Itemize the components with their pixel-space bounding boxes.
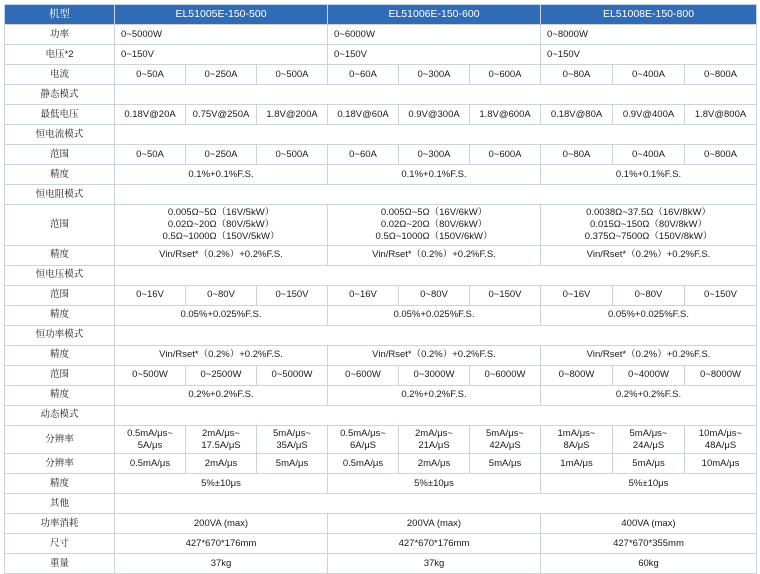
table-cell: 0~300A bbox=[399, 145, 470, 165]
row-label: 恒电流模式 bbox=[5, 125, 115, 145]
table-cell: 0~500A bbox=[257, 65, 328, 85]
table-cell: 0~60A bbox=[328, 145, 399, 165]
table-row bbox=[5, 405, 757, 425]
table-cell: Vin/Rset*（0.2%）+0.2%F.S. bbox=[328, 345, 541, 365]
table-cell: 10mA/μs~ 48A/μS bbox=[685, 425, 757, 454]
table-cell: 5mA/μs~ 24A/μS bbox=[613, 425, 685, 454]
table-cell: 5mA/μs~ 42A/μS bbox=[470, 425, 541, 454]
table-row bbox=[5, 45, 757, 65]
table-cell: 0~300A bbox=[399, 65, 470, 85]
table-cell: 0.05%+0.025%F.S. bbox=[115, 305, 328, 325]
table-cell: 0.05%+0.025%F.S. bbox=[328, 305, 541, 325]
table-cell: 0~80A bbox=[541, 145, 613, 165]
table-cell: 0~250A bbox=[186, 145, 257, 165]
row-label: 范围 bbox=[5, 285, 115, 305]
table-cell: 5mA/μs bbox=[470, 454, 541, 474]
table-cell: 0.05%+0.025%F.S. bbox=[541, 305, 757, 325]
table-row bbox=[5, 534, 757, 554]
table-row bbox=[5, 65, 757, 85]
table-cell: 0~16V bbox=[541, 285, 613, 305]
table-cell: 0.2%+0.2%F.S. bbox=[328, 385, 541, 405]
table-cell: 0.5mA/μs~ 5A/μs bbox=[115, 425, 186, 454]
table-cell: 0~2500W bbox=[186, 365, 257, 385]
table-row bbox=[5, 285, 757, 305]
section-spacer bbox=[115, 325, 757, 345]
table-cell: 5mA/μs~ 35A/μS bbox=[257, 425, 328, 454]
table-cell: Vin/Rset*（0.2%）+0.2%F.S. bbox=[115, 245, 328, 265]
table-cell: 0.1%+0.1%F.S. bbox=[328, 165, 541, 185]
table-cell: 0~150V bbox=[257, 285, 328, 305]
table-row bbox=[5, 425, 757, 454]
table-cell: 0.18V@20A bbox=[115, 105, 186, 125]
table-row bbox=[5, 145, 757, 165]
specification-table bbox=[4, 4, 757, 574]
table-cell: 0.0038Ω~37.5Ω（16V/8kW） 0.015Ω~150Ω（80V/8kW） 0.375Ω~7500Ω（150V/8kW） bbox=[541, 205, 757, 246]
table-cell: 0~50A bbox=[115, 145, 186, 165]
table-row bbox=[5, 265, 757, 285]
table-row bbox=[5, 385, 757, 405]
table-cell: 0~800W bbox=[541, 365, 613, 385]
row-label: 尺寸 bbox=[5, 534, 115, 554]
table-row bbox=[5, 165, 757, 185]
row-label: 分辨率 bbox=[5, 425, 115, 454]
row-label: 分辨率 bbox=[5, 454, 115, 474]
table-cell: 0~400A bbox=[613, 65, 685, 85]
row-label: 功率 bbox=[5, 25, 115, 45]
table-cell: 5%±10μs bbox=[541, 474, 757, 494]
row-label: 精度 bbox=[5, 474, 115, 494]
table-cell: 0.1%+0.1%F.S. bbox=[541, 165, 757, 185]
section-spacer bbox=[115, 494, 757, 514]
table-cell: 1.8V@600A bbox=[470, 105, 541, 125]
table-cell: 200VA (max) bbox=[328, 514, 541, 534]
table-cell: 0~80A bbox=[541, 65, 613, 85]
row-label: 恒电阻模式 bbox=[5, 185, 115, 205]
table-cell: 0.5mA/μs bbox=[115, 454, 186, 474]
table-cell: 0~600A bbox=[470, 145, 541, 165]
table-cell: 0.5mA/μs bbox=[328, 454, 399, 474]
table-cell: 1.8V@200A bbox=[257, 105, 328, 125]
table-cell: 0~150V bbox=[328, 45, 541, 65]
table-cell: 0~5000W bbox=[115, 25, 328, 45]
table-row bbox=[5, 325, 757, 345]
table-cell: 1mA/μs bbox=[541, 454, 613, 474]
table-cell: 0~600W bbox=[328, 365, 399, 385]
table-cell: 37kg bbox=[328, 554, 541, 574]
table-cell: 0~400A bbox=[613, 145, 685, 165]
row-label: 电流 bbox=[5, 65, 115, 85]
row-label: 功率消耗 bbox=[5, 514, 115, 534]
table-cell: 0.005Ω~5Ω（16V/6kW） 0.02Ω~20Ω（80V/6kW） 0.5Ω~1000Ω（150V/6kW） bbox=[328, 205, 541, 246]
table-row bbox=[5, 245, 757, 265]
row-label: 最低电压 bbox=[5, 105, 115, 125]
section-spacer bbox=[115, 185, 757, 205]
section-spacer bbox=[115, 125, 757, 145]
table-row bbox=[5, 205, 757, 246]
table-cell: 0~150V bbox=[685, 285, 757, 305]
table-cell: Vin/Rset*（0.2%）+0.2%F.S. bbox=[541, 245, 757, 265]
table-row bbox=[5, 185, 757, 205]
table-cell: 0~3000W bbox=[399, 365, 470, 385]
header-model-1: EL51005E-150-500 bbox=[115, 5, 328, 25]
table-cell: 0~500A bbox=[257, 145, 328, 165]
row-label: 精度 bbox=[5, 385, 115, 405]
header-model-2: EL51006E-150-600 bbox=[328, 5, 541, 25]
table-row bbox=[5, 85, 757, 105]
table-cell: Vin/Rset*（0.2%）+0.2%F.S. bbox=[115, 345, 328, 365]
table-cell: 2mA/μs~ 21A/μS bbox=[399, 425, 470, 454]
row-label: 范围 bbox=[5, 205, 115, 246]
table-cell: 0~5000W bbox=[257, 365, 328, 385]
table-cell: Vin/Rset*（0.2%）+0.2%F.S. bbox=[541, 345, 757, 365]
table-cell: 0~80V bbox=[399, 285, 470, 305]
table-cell: 5%±10μs bbox=[328, 474, 541, 494]
table-cell: 0~150V bbox=[541, 45, 757, 65]
table-cell: 0~250A bbox=[186, 65, 257, 85]
row-label: 恒电压模式 bbox=[5, 265, 115, 285]
row-label: 精度 bbox=[5, 165, 115, 185]
table-cell: 0.1%+0.1%F.S. bbox=[115, 165, 328, 185]
table-cell: 0~16V bbox=[115, 285, 186, 305]
header-model: 机型 bbox=[5, 5, 115, 25]
row-label: 恒功率模式 bbox=[5, 325, 115, 345]
table-cell: 427*670*355mm bbox=[541, 534, 757, 554]
table-cell: 0~800A bbox=[685, 145, 757, 165]
header-model-3: EL51008E-150-800 bbox=[541, 5, 757, 25]
table-cell: 0.005Ω~5Ω（16V/5kW） 0.02Ω~20Ω（80V/5kW） 0.5Ω~1000Ω（150V/5kW） bbox=[115, 205, 328, 246]
table-row bbox=[5, 474, 757, 494]
table-cell: 0.75V@250A bbox=[186, 105, 257, 125]
table-cell: 10mA/μs bbox=[685, 454, 757, 474]
table-row bbox=[5, 105, 757, 125]
table-cell: 0~60A bbox=[328, 65, 399, 85]
row-label: 精度 bbox=[5, 305, 115, 325]
table-cell: 0~600A bbox=[470, 65, 541, 85]
table-cell: 5%±10μs bbox=[115, 474, 328, 494]
row-label: 精度 bbox=[5, 245, 115, 265]
table-cell: 0~6000W bbox=[470, 365, 541, 385]
table-cell: 0~8000W bbox=[541, 25, 757, 45]
table-cell: 427*670*176mm bbox=[328, 534, 541, 554]
table-cell: 0~80V bbox=[186, 285, 257, 305]
table-row bbox=[5, 25, 757, 45]
table-cell: 0.18V@60A bbox=[328, 105, 399, 125]
table-cell: 1.8V@800A bbox=[685, 105, 757, 125]
row-label: 重量 bbox=[5, 554, 115, 574]
table-cell: 0~6000W bbox=[328, 25, 541, 45]
table-row bbox=[5, 345, 757, 365]
table-cell: 400VA (max) bbox=[541, 514, 757, 534]
table-cell: 0~8000W bbox=[685, 365, 757, 385]
table-cell: 0~50A bbox=[115, 65, 186, 85]
table-cell: 0.18V@80A bbox=[541, 105, 613, 125]
table-cell: 427*670*176mm bbox=[115, 534, 328, 554]
table-cell: 5mA/μs bbox=[613, 454, 685, 474]
section-spacer bbox=[115, 405, 757, 425]
table-cell: 2mA/μs~ 17.5A/μS bbox=[186, 425, 257, 454]
row-label: 静态模式 bbox=[5, 85, 115, 105]
table-row bbox=[5, 125, 757, 145]
table-cell: 0~800A bbox=[685, 65, 757, 85]
table-cell: 60kg bbox=[541, 554, 757, 574]
table-cell: 200VA (max) bbox=[115, 514, 328, 534]
table-cell: 37kg bbox=[115, 554, 328, 574]
table-cell: 0.9V@400A bbox=[613, 105, 685, 125]
table-cell: 2mA/μs bbox=[186, 454, 257, 474]
table-cell: 0~16V bbox=[328, 285, 399, 305]
table-cell: 0~150V bbox=[470, 285, 541, 305]
table-row bbox=[5, 305, 757, 325]
table-cell: 0.2%+0.2%F.S. bbox=[541, 385, 757, 405]
table-cell: 0~150V bbox=[115, 45, 328, 65]
table-row bbox=[5, 554, 757, 574]
table-row bbox=[5, 514, 757, 534]
section-spacer bbox=[115, 265, 757, 285]
table-row bbox=[5, 365, 757, 385]
table-cell: 0.9V@300A bbox=[399, 105, 470, 125]
table-row bbox=[5, 454, 757, 474]
table-header-row bbox=[5, 5, 757, 25]
row-label: 其他 bbox=[5, 494, 115, 514]
table-cell: 5mA/μs bbox=[257, 454, 328, 474]
table-row bbox=[5, 494, 757, 514]
table-body bbox=[5, 25, 757, 574]
table-cell: 0~500W bbox=[115, 365, 186, 385]
table-cell: 1mA/μs~ 8A/μS bbox=[541, 425, 613, 454]
row-label: 精度 bbox=[5, 345, 115, 365]
row-label: 动态模式 bbox=[5, 405, 115, 425]
table-cell: 0~4000W bbox=[613, 365, 685, 385]
table-cell: 0~80V bbox=[613, 285, 685, 305]
table-cell: 0.5mA/μs~ 6A/μS bbox=[328, 425, 399, 454]
row-label: 电压*2 bbox=[5, 45, 115, 65]
table-cell: 2mA/μs bbox=[399, 454, 470, 474]
table-cell: Vin/Rset*（0.2%）+0.2%F.S. bbox=[328, 245, 541, 265]
row-label: 范围 bbox=[5, 365, 115, 385]
table-cell: 0.2%+0.2%F.S. bbox=[115, 385, 328, 405]
row-label: 范围 bbox=[5, 145, 115, 165]
section-spacer bbox=[115, 85, 757, 105]
